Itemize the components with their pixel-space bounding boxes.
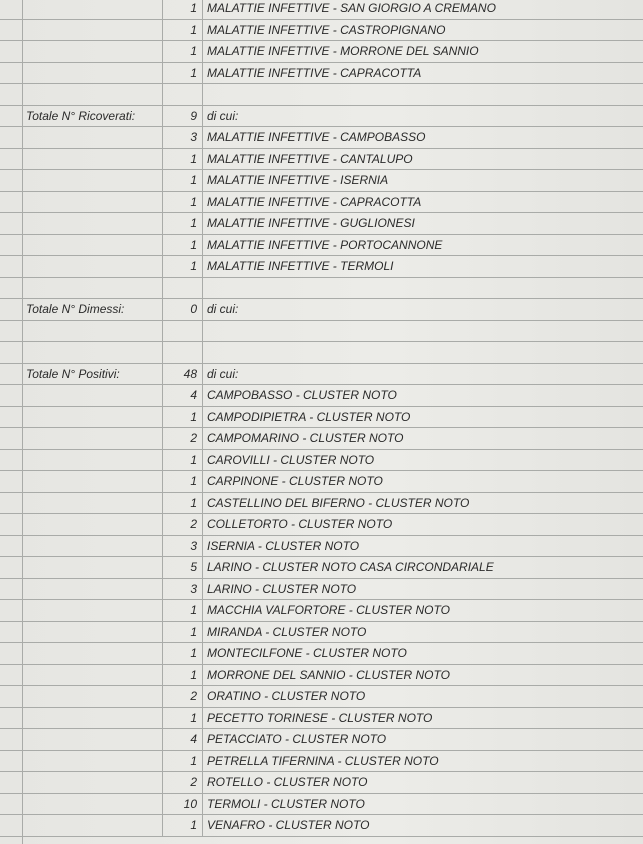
table-row bbox=[0, 665, 643, 687]
row-label-cell[interactable] bbox=[0, 407, 163, 428]
row-label-cell[interactable] bbox=[0, 536, 163, 557]
row-count-cell[interactable]: 0 bbox=[163, 299, 203, 320]
row-label-cell[interactable] bbox=[0, 772, 163, 793]
row-label-cell[interactable]: Totale N° Dimessi: bbox=[0, 299, 163, 320]
row-count-cell[interactable]: 1 bbox=[163, 643, 203, 664]
row-count-cell[interactable]: 2 bbox=[163, 772, 203, 793]
table-row bbox=[0, 127, 643, 149]
row-label-cell[interactable] bbox=[0, 63, 163, 84]
row-description-cell[interactable]: ROTELLO - CLUSTER NOTO bbox=[207, 775, 368, 790]
table-row bbox=[0, 364, 643, 386]
table-row bbox=[0, 0, 643, 20]
row-description-cell[interactable]: MALATTIE INFETTIVE - ISERNIA bbox=[207, 173, 389, 188]
row-count-cell[interactable]: 10 bbox=[163, 794, 203, 815]
row-description-cell[interactable]: TERMOLI - CLUSTER NOTO bbox=[207, 796, 365, 811]
row-count-cell[interactable]: 1 bbox=[163, 450, 203, 471]
row-description-cell[interactable]: MALATTIE INFETTIVE - GUGLIONESI bbox=[207, 216, 415, 231]
table-row bbox=[0, 600, 643, 622]
row-description-cell[interactable]: CARPINONE - CLUSTER NOTO bbox=[207, 474, 383, 489]
row-label-cell[interactable] bbox=[0, 321, 163, 342]
row-label-cell[interactable] bbox=[0, 514, 163, 535]
row-count-cell[interactable]: 1 bbox=[163, 20, 203, 41]
row-label-cell[interactable] bbox=[0, 20, 163, 41]
table-row bbox=[0, 450, 643, 472]
row-label-cell[interactable] bbox=[0, 751, 163, 772]
row-description-cell[interactable]: MACCHIA VALFORTORE - CLUSTER NOTO bbox=[207, 603, 450, 618]
row-label-cell[interactable] bbox=[0, 235, 163, 256]
row-label-cell[interactable] bbox=[0, 729, 163, 750]
row-count-cell[interactable]: 1 bbox=[163, 0, 203, 19]
row-description-cell[interactable]: MALATTIE INFETTIVE - CANTALUPO bbox=[207, 151, 413, 166]
row-count-cell[interactable]: 1 bbox=[163, 471, 203, 492]
row-count-cell[interactable]: 2 bbox=[163, 514, 203, 535]
row-description-cell[interactable]: MONTECILFONE - CLUSTER NOTO bbox=[207, 646, 407, 661]
table-row bbox=[0, 106, 643, 128]
table-row bbox=[0, 428, 643, 450]
row-description-cell[interactable]: ISERNIA - CLUSTER NOTO bbox=[207, 538, 360, 553]
row-description-cell[interactable]: MALATTIE INFETTIVE - PORTOCANNONE bbox=[207, 237, 443, 252]
row-count-cell[interactable]: 1 bbox=[163, 622, 203, 643]
row-count-cell[interactable] bbox=[163, 278, 203, 299]
row-label-cell[interactable] bbox=[0, 557, 163, 578]
row-description-cell[interactable]: di cui: bbox=[207, 302, 239, 317]
table-row bbox=[0, 299, 643, 321]
row-count-cell[interactable]: 4 bbox=[163, 385, 203, 406]
row-description-cell[interactable]: MALATTIE INFETTIVE - CASTROPIGNANO bbox=[207, 22, 446, 37]
row-label-cell[interactable] bbox=[0, 493, 163, 514]
row-label-cell[interactable] bbox=[0, 815, 163, 836]
table-row bbox=[0, 471, 643, 493]
row-count-cell[interactable]: 1 bbox=[163, 213, 203, 234]
row-count-cell[interactable]: 1 bbox=[163, 751, 203, 772]
table-row bbox=[0, 643, 643, 665]
table-row bbox=[0, 235, 643, 257]
row-count-cell[interactable]: 1 bbox=[163, 192, 203, 213]
row-count-cell[interactable]: 1 bbox=[163, 235, 203, 256]
row-label-cell[interactable] bbox=[0, 0, 163, 19]
row-description-cell[interactable] bbox=[203, 278, 643, 299]
row-label-cell[interactable] bbox=[0, 643, 163, 664]
table-row bbox=[0, 84, 643, 106]
row-count-cell[interactable]: 1 bbox=[163, 170, 203, 191]
table-row bbox=[0, 149, 643, 171]
row-description-cell[interactable]: MALATTIE INFETTIVE - CAMPOBASSO bbox=[207, 130, 426, 145]
row-count-cell[interactable]: 1 bbox=[163, 41, 203, 62]
table-row bbox=[0, 63, 643, 85]
table-row bbox=[0, 708, 643, 730]
row-count-cell[interactable] bbox=[163, 84, 203, 105]
table-row bbox=[0, 213, 643, 235]
row-label-cell[interactable] bbox=[0, 256, 163, 277]
table-row bbox=[0, 729, 643, 751]
row-label-cell[interactable] bbox=[0, 84, 163, 105]
row-label-cell[interactable] bbox=[0, 170, 163, 191]
row-count-cell[interactable]: 1 bbox=[163, 815, 203, 836]
table-row bbox=[0, 536, 643, 558]
table-row bbox=[0, 557, 643, 579]
row-count-cell[interactable] bbox=[163, 321, 203, 342]
row-count-cell[interactable]: 1 bbox=[163, 600, 203, 621]
row-count-cell[interactable]: 9 bbox=[163, 106, 203, 127]
row-count-cell[interactable]: 3 bbox=[163, 536, 203, 557]
row-count-cell[interactable]: 2 bbox=[163, 686, 203, 707]
row-label-cell[interactable] bbox=[0, 686, 163, 707]
row-label-cell[interactable] bbox=[0, 213, 163, 234]
table-row bbox=[0, 170, 643, 192]
row-label-cell[interactable] bbox=[0, 622, 163, 643]
row-description-cell[interactable]: di cui: bbox=[207, 108, 239, 123]
row-label-cell[interactable] bbox=[0, 450, 163, 471]
row-label-cell[interactable] bbox=[0, 342, 163, 363]
row-label-cell[interactable] bbox=[0, 385, 163, 406]
row-label-cell[interactable] bbox=[0, 127, 163, 148]
table-row bbox=[0, 686, 643, 708]
table-row bbox=[0, 20, 643, 42]
row-description-cell[interactable]: CAMPOBASSO - CLUSTER NOTO bbox=[207, 388, 397, 403]
row-description-cell[interactable]: COLLETORTO - CLUSTER NOTO bbox=[207, 517, 393, 532]
row-description-cell[interactable] bbox=[203, 84, 643, 105]
row-count-cell[interactable]: 3 bbox=[163, 127, 203, 148]
row-count-cell[interactable] bbox=[163, 342, 203, 363]
row-label-cell[interactable] bbox=[0, 192, 163, 213]
row-description-cell[interactable]: MORRONE DEL SANNIO - CLUSTER NOTO bbox=[207, 667, 450, 682]
row-count-cell[interactable]: 1 bbox=[163, 63, 203, 84]
row-description-cell[interactable]: LARINO - CLUSTER NOTO bbox=[207, 581, 357, 596]
row-description-cell[interactable]: MALATTIE INFETTIVE - TERMOLI bbox=[207, 259, 394, 274]
row-description-cell[interactable]: CAMPODIPIETRA - CLUSTER NOTO bbox=[207, 409, 411, 424]
row-count-cell[interactable]: 1 bbox=[163, 665, 203, 686]
table-row bbox=[0, 772, 643, 794]
table-row bbox=[0, 751, 643, 773]
row-description-cell[interactable] bbox=[203, 321, 643, 342]
row-label-cell[interactable] bbox=[0, 708, 163, 729]
table-row bbox=[0, 815, 643, 837]
row-description-cell[interactable]: CAROVILLI - CLUSTER NOTO bbox=[207, 452, 375, 467]
row-label-cell[interactable] bbox=[0, 794, 163, 815]
table-row bbox=[0, 192, 643, 214]
row-description-cell[interactable]: CAMPOMARINO - CLUSTER NOTO bbox=[207, 431, 404, 446]
row-description-cell[interactable]: PETRELLA TIFERNINA - CLUSTER NOTO bbox=[207, 753, 439, 768]
row-count-cell[interactable]: 2 bbox=[163, 428, 203, 449]
row-description-cell[interactable]: MALATTIE INFETTIVE - SAN GIORGIO A CREMANO bbox=[207, 1, 496, 16]
row-count-cell[interactable]: 3 bbox=[163, 579, 203, 600]
row-count-cell[interactable]: 1 bbox=[163, 407, 203, 428]
table-row bbox=[0, 256, 643, 278]
row-count-cell[interactable]: 1 bbox=[163, 708, 203, 729]
row-description-cell[interactable]: ORATINO - CLUSTER NOTO bbox=[207, 689, 366, 704]
row-label-cell[interactable] bbox=[0, 149, 163, 170]
row-description-cell[interactable]: PECETTO TORINESE - CLUSTER NOTO bbox=[207, 710, 433, 725]
table-row bbox=[0, 493, 643, 515]
row-count-cell[interactable]: 1 bbox=[163, 256, 203, 277]
row-label-cell[interactable] bbox=[0, 600, 163, 621]
row-label-cell[interactable] bbox=[0, 665, 163, 686]
row-description-cell[interactable]: di cui: bbox=[207, 366, 239, 381]
row-description-cell[interactable] bbox=[203, 342, 643, 363]
table-row bbox=[0, 278, 643, 300]
table-row bbox=[0, 321, 643, 343]
row-description-cell[interactable]: MALATTIE INFETTIVE - CAPRACOTTA bbox=[207, 194, 422, 209]
row-label-cell[interactable] bbox=[0, 579, 163, 600]
row-description-cell[interactable]: LARINO - CLUSTER NOTO CASA CIRCONDARIALE bbox=[207, 560, 494, 575]
table-row bbox=[0, 342, 643, 364]
row-count-cell[interactable]: 48 bbox=[163, 364, 203, 385]
row-label-cell[interactable] bbox=[0, 278, 163, 299]
row-description-cell[interactable]: VENAFRO - CLUSTER NOTO bbox=[207, 818, 370, 833]
table-row bbox=[0, 622, 643, 644]
row-label-cell[interactable] bbox=[0, 428, 163, 449]
table-row bbox=[0, 514, 643, 536]
row-count-cell[interactable]: 4 bbox=[163, 729, 203, 750]
table-row bbox=[0, 579, 643, 601]
table-row bbox=[0, 794, 643, 816]
row-description-cell[interactable]: MALATTIE INFETTIVE - CAPRACOTTA bbox=[207, 65, 422, 80]
row-description-cell[interactable]: MIRANDA - CLUSTER NOTO bbox=[207, 624, 367, 639]
row-description-cell[interactable]: MALATTIE INFETTIVE - MORRONE DEL SANNIO bbox=[207, 44, 479, 59]
row-description-cell[interactable]: PETACCIATO - CLUSTER NOTO bbox=[207, 732, 387, 747]
table-row bbox=[0, 385, 643, 407]
row-label-cell[interactable] bbox=[0, 41, 163, 62]
row-count-cell[interactable]: 1 bbox=[163, 149, 203, 170]
table-row bbox=[0, 41, 643, 63]
row-description-cell[interactable]: CASTELLINO DEL BIFERNO - CLUSTER NOTO bbox=[207, 495, 470, 510]
row-label-cell[interactable]: Totale N° Ricoverati: bbox=[0, 106, 163, 127]
row-count-cell[interactable]: 5 bbox=[163, 557, 203, 578]
table-row bbox=[0, 407, 643, 429]
row-label-cell[interactable] bbox=[0, 471, 163, 492]
row-count-cell[interactable]: 1 bbox=[163, 493, 203, 514]
row-label-cell[interactable]: Totale N° Positivi: bbox=[0, 364, 163, 385]
